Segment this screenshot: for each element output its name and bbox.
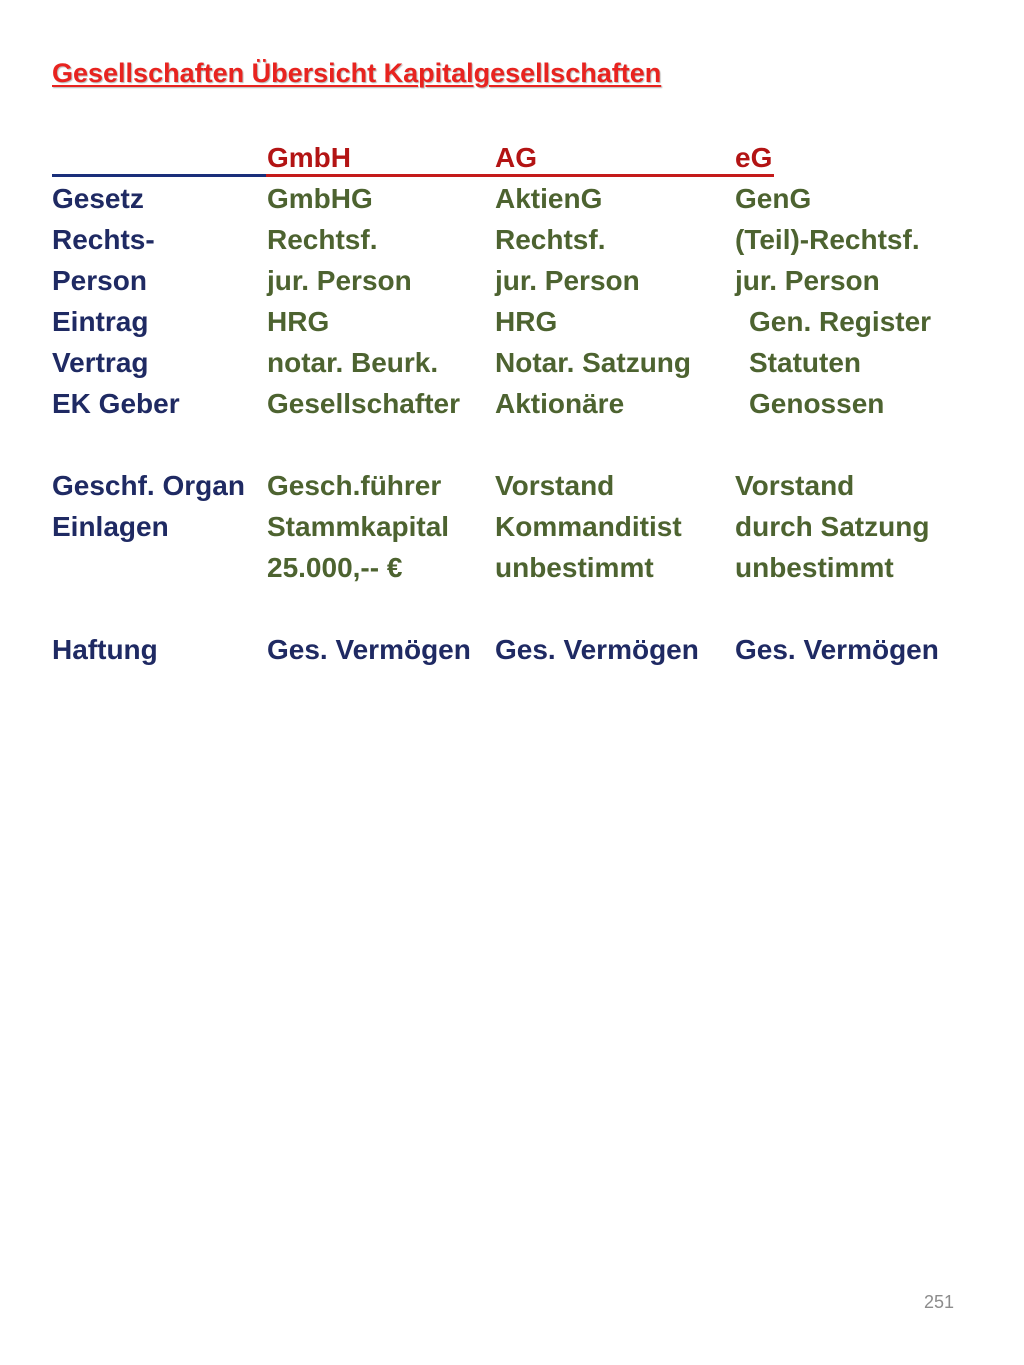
cell-ag: Rechtsf. bbox=[495, 224, 606, 255]
row-label: Einlagen bbox=[52, 511, 169, 542]
cell-gmbh: GmbHG bbox=[267, 183, 373, 214]
table-row-person bbox=[0, 261, 1024, 301]
cell-eg: Ges. Vermögen bbox=[735, 634, 939, 665]
cell-eg: (Teil)-Rechtsf. bbox=[735, 224, 920, 255]
cell-ag: HRG bbox=[495, 306, 558, 337]
page-title: Gesellschaften Übersicht Kapitalgesellschaften bbox=[52, 58, 662, 88]
cell-gmbh: Ges. Vermögen bbox=[267, 634, 471, 665]
cell-eg: Vorstand bbox=[735, 470, 855, 501]
table-row-haftung bbox=[0, 630, 1024, 670]
table-row-vertrag bbox=[0, 343, 1024, 383]
table-row-ek-geber bbox=[0, 384, 1024, 424]
cell-ag: Ges. Vermögen bbox=[495, 634, 699, 665]
cell-eg: durch Satzung bbox=[735, 511, 930, 542]
cell-eg: Statuten bbox=[749, 347, 861, 378]
column-header-gmbh: GmbH bbox=[267, 142, 351, 173]
cell-gmbh: Stammkapital bbox=[267, 511, 450, 542]
column-header-ag: AG bbox=[495, 142, 537, 173]
cell-eg: Genossen bbox=[749, 388, 885, 419]
row-label: Rechts- bbox=[52, 224, 155, 255]
table-row-eintrag bbox=[0, 302, 1024, 342]
header-underline-label bbox=[52, 174, 266, 177]
header-underline-columns bbox=[266, 174, 774, 177]
table-row-rechts bbox=[0, 220, 1024, 260]
cell-gmbh: jur. Person bbox=[267, 265, 412, 296]
cell-ag: Vorstand bbox=[495, 470, 615, 501]
cell-eg: Gen. Register bbox=[749, 306, 932, 337]
row-label: Gesetz bbox=[52, 183, 144, 214]
cell-gmbh: Rechtsf. bbox=[267, 224, 378, 255]
cell-gmbh: 25.000,-- € bbox=[267, 552, 403, 583]
page-number: 251 bbox=[924, 1292, 955, 1312]
table-row-einlagen bbox=[0, 507, 1024, 547]
row-label: Person bbox=[52, 265, 147, 296]
cell-ag: Kommanditist bbox=[495, 511, 682, 542]
row-label: Eintrag bbox=[52, 306, 149, 337]
table-row-gesetz bbox=[0, 179, 1024, 219]
cell-gmbh: notar. Beurk. bbox=[267, 347, 439, 378]
cell-ag: unbestimmt bbox=[495, 552, 654, 583]
table-row-einlagen-amount bbox=[0, 548, 1024, 588]
cell-eg: GenG bbox=[735, 183, 812, 214]
row-label: Vertrag bbox=[52, 347, 149, 378]
column-header-eg: eG bbox=[735, 142, 773, 173]
cell-gmbh: Gesch.führer bbox=[267, 470, 442, 501]
cell-gmbh: HRG bbox=[267, 306, 330, 337]
cell-ag: jur. Person bbox=[495, 265, 640, 296]
row-label: Geschf. Organ bbox=[52, 470, 245, 501]
row-label: EK Geber bbox=[52, 388, 180, 419]
table-row-geschf-organ bbox=[0, 466, 1024, 506]
table-header-row bbox=[0, 138, 1024, 178]
cell-gmbh: Gesellschafter bbox=[267, 388, 460, 419]
cell-ag: Notar. Satzung bbox=[495, 347, 692, 378]
cell-ag: Aktionäre bbox=[495, 388, 625, 419]
cell-eg: jur. Person bbox=[735, 265, 880, 296]
row-label: Haftung bbox=[52, 634, 158, 665]
cell-eg: unbestimmt bbox=[735, 552, 894, 583]
cell-ag: AktienG bbox=[495, 183, 603, 214]
